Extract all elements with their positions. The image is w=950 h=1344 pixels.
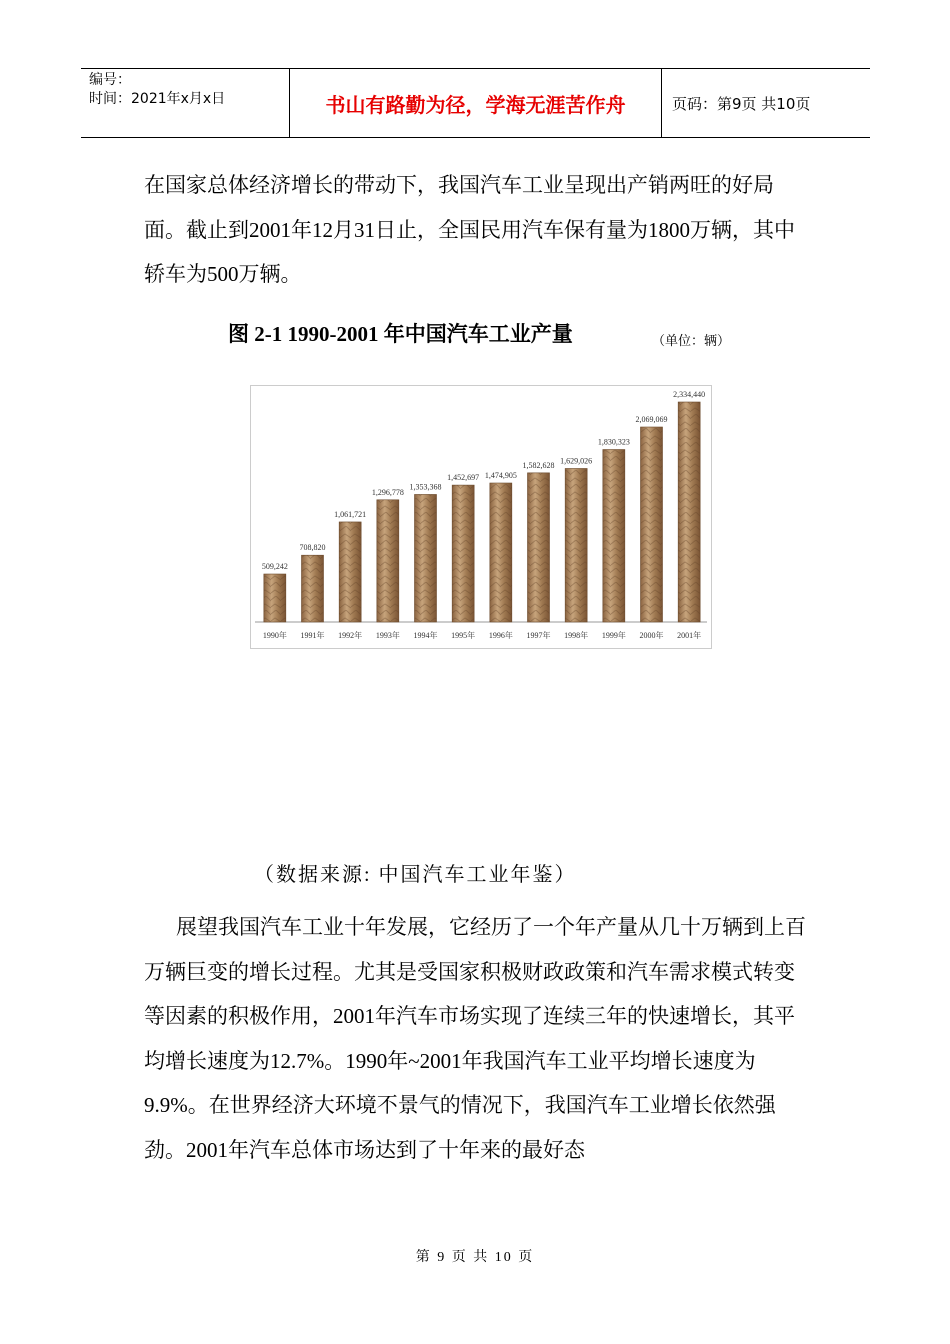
data-label: 1,582,628 <box>522 460 555 470</box>
bar-texture <box>302 555 324 622</box>
category-label: 1993年 <box>375 631 400 640</box>
page-header <box>81 68 870 138</box>
bar-2001年 <box>673 390 705 640</box>
header-time: 时间：2021年x月x日 <box>89 91 226 107</box>
bar-1997年 <box>523 461 555 640</box>
bar-texture <box>490 483 512 622</box>
bar-texture <box>264 574 286 622</box>
category-label: 1997年 <box>526 631 551 640</box>
data-label: 1,474,905 <box>484 471 517 481</box>
paragraph-intro: 在国家总体经济增长的带动下，我国汽车工业呈现出产销两旺的好局面。截止到2001年12月31日止，全国民用汽车保有量为1800万辆，其中轿车为500万辆。 <box>144 173 795 286</box>
bar-texture <box>415 494 437 622</box>
figure-unit: （单位：辆） <box>652 333 731 348</box>
bar-1995年 <box>447 473 479 640</box>
figure-title: 图 2-1 1990-2001 年中国汽车工业产量 <box>228 322 573 346</box>
category-label: 1998年 <box>564 631 589 640</box>
bar-texture <box>377 500 399 622</box>
category-label: 1992年 <box>338 631 363 640</box>
bar-1990年 <box>262 562 288 640</box>
category-label: 1990年 <box>262 631 287 640</box>
page-footer: 第 9 页 共 10 页 <box>415 1250 535 1265</box>
bar-texture <box>565 468 587 622</box>
bar-texture <box>452 485 474 622</box>
data-label: 509,242 <box>261 562 288 572</box>
bar-texture <box>603 450 625 622</box>
paragraph-outlook: 展望我国汽车工业十年发展，它经历了一个年产量从几十万辆到上百万辆巨变的增长过程。尤其是受国家积极财政政策和汽车需求模式转变等因素的积极作用，2001年汽车市场实现了连续三年的快速增长，其平均增长速度为12.7%。1990年~2001年我国汽车工业平均增长速度为9.9%。在世界经济大环境不景气的情况下，我国汽车工业增长依然强劲。2001年汽车总体市场达到了十年来的最好态 <box>144 915 806 1162</box>
bar-1994年 <box>410 482 442 640</box>
production-chart <box>250 385 712 649</box>
data-label: 1,061,721 <box>334 509 367 519</box>
category-label: 1994年 <box>413 631 438 640</box>
bar-texture <box>678 402 700 622</box>
category-label: 1996年 <box>488 631 513 640</box>
bar-1993年 <box>372 488 404 640</box>
bar-1992年 <box>334 510 366 640</box>
header-number: 编号： <box>89 72 131 88</box>
bar-texture <box>641 427 663 622</box>
data-label: 1,353,368 <box>409 482 442 492</box>
header-meta <box>81 69 290 137</box>
bar-1998年 <box>560 456 592 640</box>
bar-2000年 <box>636 415 668 640</box>
data-label: 1,452,697 <box>447 473 480 483</box>
category-label: 1999年 <box>601 631 626 640</box>
data-label: 1,629,026 <box>560 456 593 466</box>
data-label: 1,830,323 <box>597 437 630 447</box>
header-motto: 书山有路勤为径，学海无涯苦作舟 <box>290 69 662 137</box>
data-source: （数据来源: 中国汽车工业年鉴） <box>254 864 577 886</box>
category-label: 2000年 <box>639 631 664 640</box>
data-label: 708,820 <box>299 543 326 553</box>
header-page: 页码：第9页 共10页 <box>672 94 811 113</box>
data-label: 2,069,069 <box>635 415 668 425</box>
data-label: 1,296,778 <box>371 487 404 497</box>
bar-texture <box>528 473 550 622</box>
chart-canvas <box>251 386 711 648</box>
category-label: 1991年 <box>300 631 325 640</box>
bar-1999年 <box>598 438 630 640</box>
bar-1996年 <box>485 471 517 640</box>
category-label: 2001年 <box>677 631 702 640</box>
bar-texture <box>339 522 361 622</box>
bar-1991年 <box>300 543 326 640</box>
category-label: 1995年 <box>451 631 476 640</box>
data-label: 2,334,440 <box>673 390 706 399</box>
